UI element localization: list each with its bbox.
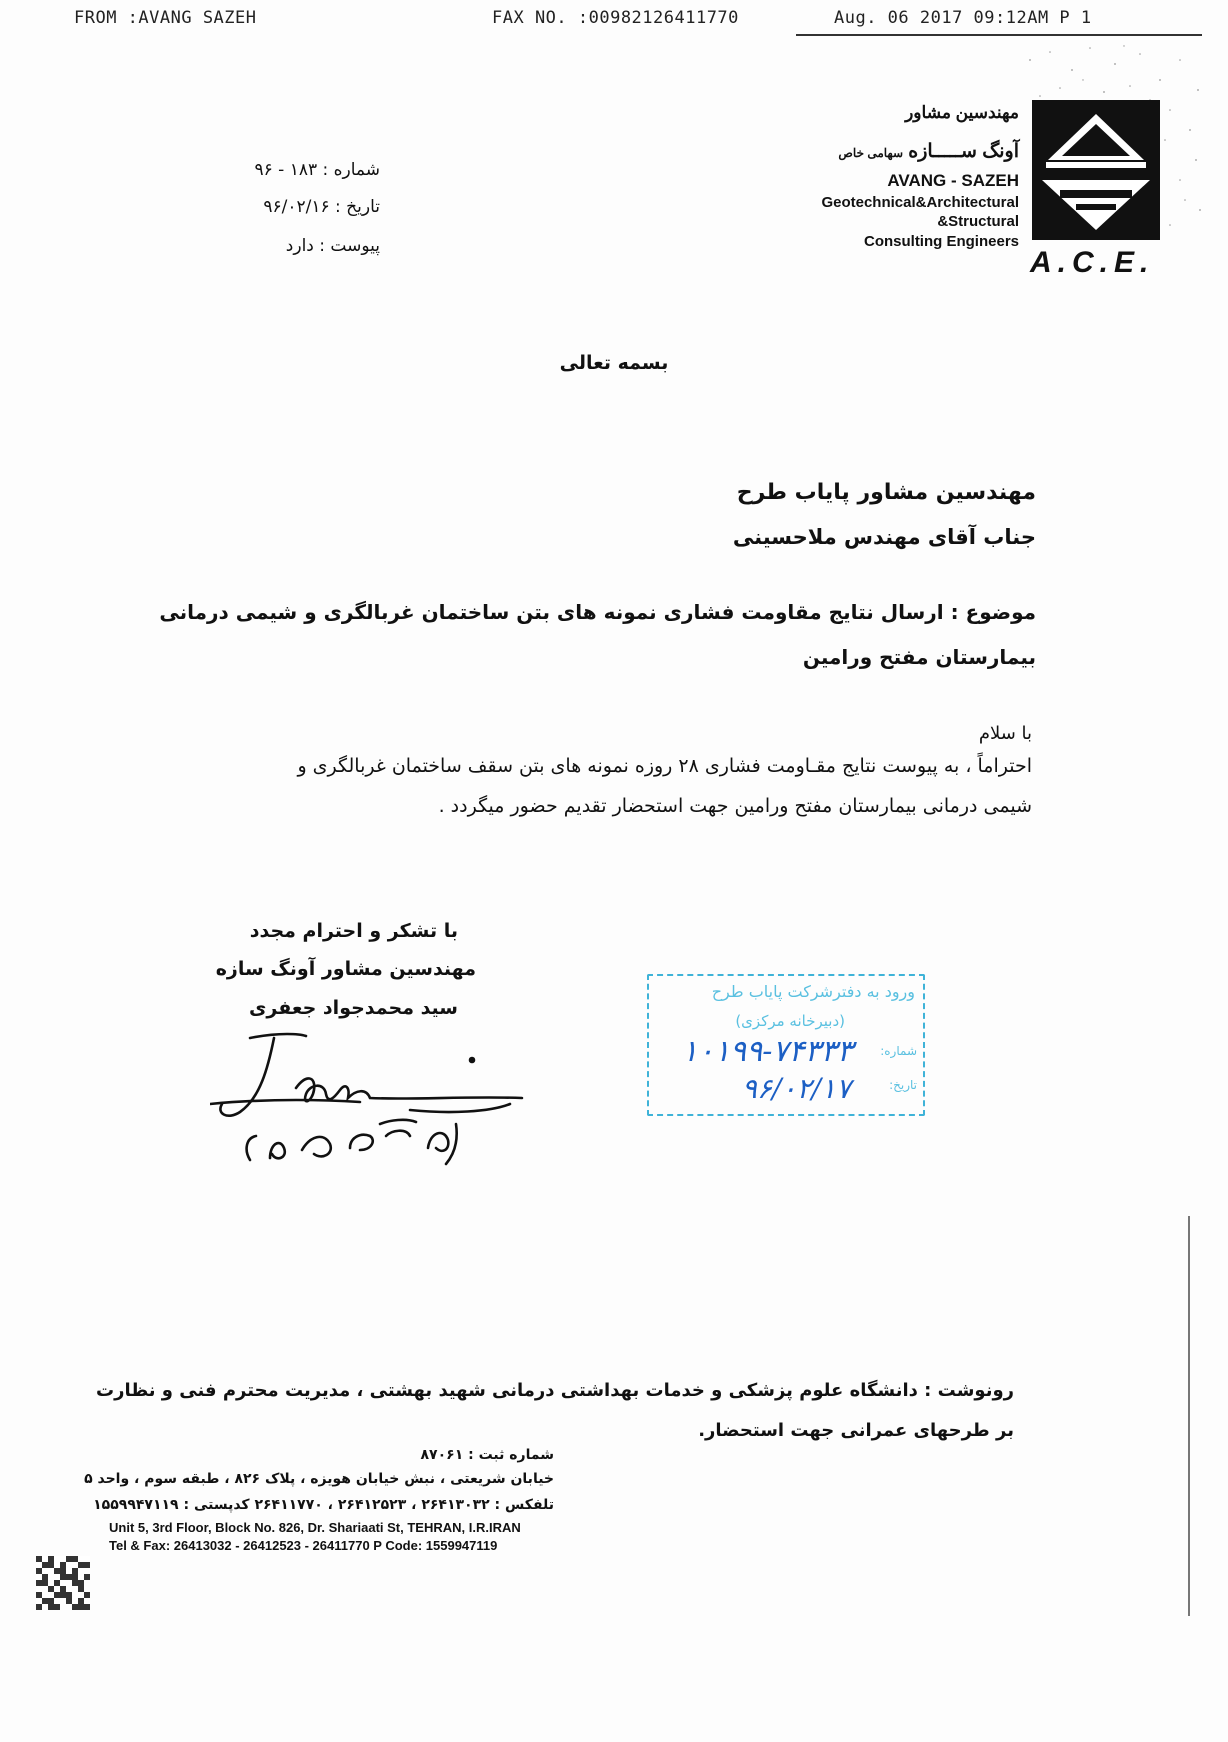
company-logo — [1032, 100, 1160, 240]
stamp-number-label: شماره: — [880, 1044, 917, 1058]
letter-attachment: پیوست : دارد — [285, 236, 380, 256]
cc-line2: بر طرحهای عمرانی جهت استحضار. — [698, 1420, 1014, 1441]
fax-from: FROM :AVANG SAZEH — [74, 8, 257, 28]
stamp-subtitle: (دبیرخانه مرکزی) — [735, 1012, 845, 1030]
footer-phones-fa: تلفکس : ۲۶۴۱۳۰۳۲ ، ۲۶۴۱۲۵۲۳ ، ۲۶۴۱۱۷۷۰ کدپستی : ۱۵۵۹۹۴۷۱۱۹ — [93, 1497, 554, 1513]
letterhead-fa-line1: مهندسین مشاور — [905, 103, 1019, 122]
letterhead-en-line3: &Structural — [937, 213, 1019, 230]
closing-line2: مهندسین مشاور آونگ سازه — [215, 958, 476, 980]
body-paragraph-line2: شیمی درمانی بیمارستان مفتح ورامین جهت استحضار تقدیم حضور میگردد . — [438, 795, 1032, 817]
footer-address-en: Unit 5, 3rd Floor, Block No. 826, Dr. Shariaati St, TEHRAN, I.R.IRAN — [109, 1520, 521, 1535]
fax-header-rule — [796, 34, 1202, 36]
letterhead-en-line1: AVANG - SAZEH — [887, 171, 1019, 190]
letterhead-en-line2: Geotechnical&Architectural — [821, 194, 1019, 211]
greeting: با سلام — [978, 723, 1032, 744]
letterhead-fa-line2 — [838, 140, 1019, 163]
logo-text: A.C.E. — [1030, 246, 1155, 279]
subject-line1: موضوع : ارسال نتایج مقاومت فشاری نمونه های بتن ساختمان غربالگری و شیمی درمانی — [159, 600, 1036, 624]
letterhead-company-type: سهامی خاص — [838, 146, 904, 160]
stamp-date-label: تاریخ: — [889, 1078, 917, 1092]
addressee-person: جناب آقای مهندس ملاحسینی — [732, 525, 1036, 549]
stamp-number-value: ۱۰۱۹۹-۷۴۳۳۳ — [681, 1034, 853, 1069]
fax-number: FAX NO. :00982126411770 — [492, 8, 739, 28]
addressee-company: مهندسین مشاور پایاب طرح — [736, 480, 1036, 505]
signatory-name: سید محمدجواد جعفری — [248, 997, 458, 1019]
footer-phones-en: Tel & Fax: 26413032 - 26412523 - 26411770 P Code: 1559947119 — [109, 1538, 498, 1553]
letter-number: شماره : ۱۸۳ - ۹۶ — [254, 160, 380, 180]
subject-line2: بیمارستان مفتح ورامین — [802, 645, 1036, 669]
cc-line1: رونوشت : دانشگاه علوم پزشکی و خدمات بهداشتی درمانی شهید بهشتی ، مدیریت محترم فنی و نظارت — [96, 1380, 1014, 1401]
fax-date: Aug. 06 2017 09:12AM P 1 — [834, 8, 1092, 28]
letterhead-company-fa: آونگ ســـــازه — [908, 141, 1019, 162]
stamp-date-value: ۹۶/۰۲/۱۷ — [741, 1072, 851, 1105]
footer-registration: شماره ثبت : ۸۷۰۶۱ — [420, 1447, 554, 1463]
handwritten-signature — [210, 1028, 540, 1168]
scan-edge-line — [1188, 1216, 1190, 1616]
body-paragraph-line1: احتراماً ، به پیوست نتایج مقـاومت فشاری ۲۸ روزه نمونه های بتن سقف ساختمان غربالگری و — [297, 755, 1032, 777]
footer-address-fa: خیابان شریعتی ، نبش خیابان هویزه ، پلاک ۸۲۶ ، طبقه سوم ، واحد ۵ — [84, 1471, 554, 1487]
closing-line1: با تشکر و احترام مجدد — [249, 920, 458, 942]
letterhead-en-line4: Consulting Engineers — [863, 233, 1019, 250]
letter-date: تاریخ : ۹۶/۰۲/۱۶ — [263, 197, 380, 217]
reception-stamp — [647, 974, 925, 1116]
stamp-title: ورود به دفترشرکت پایاب طرح — [711, 982, 915, 1001]
qr-code — [36, 1556, 90, 1610]
basmala: بسمه تعالی — [559, 352, 669, 374]
